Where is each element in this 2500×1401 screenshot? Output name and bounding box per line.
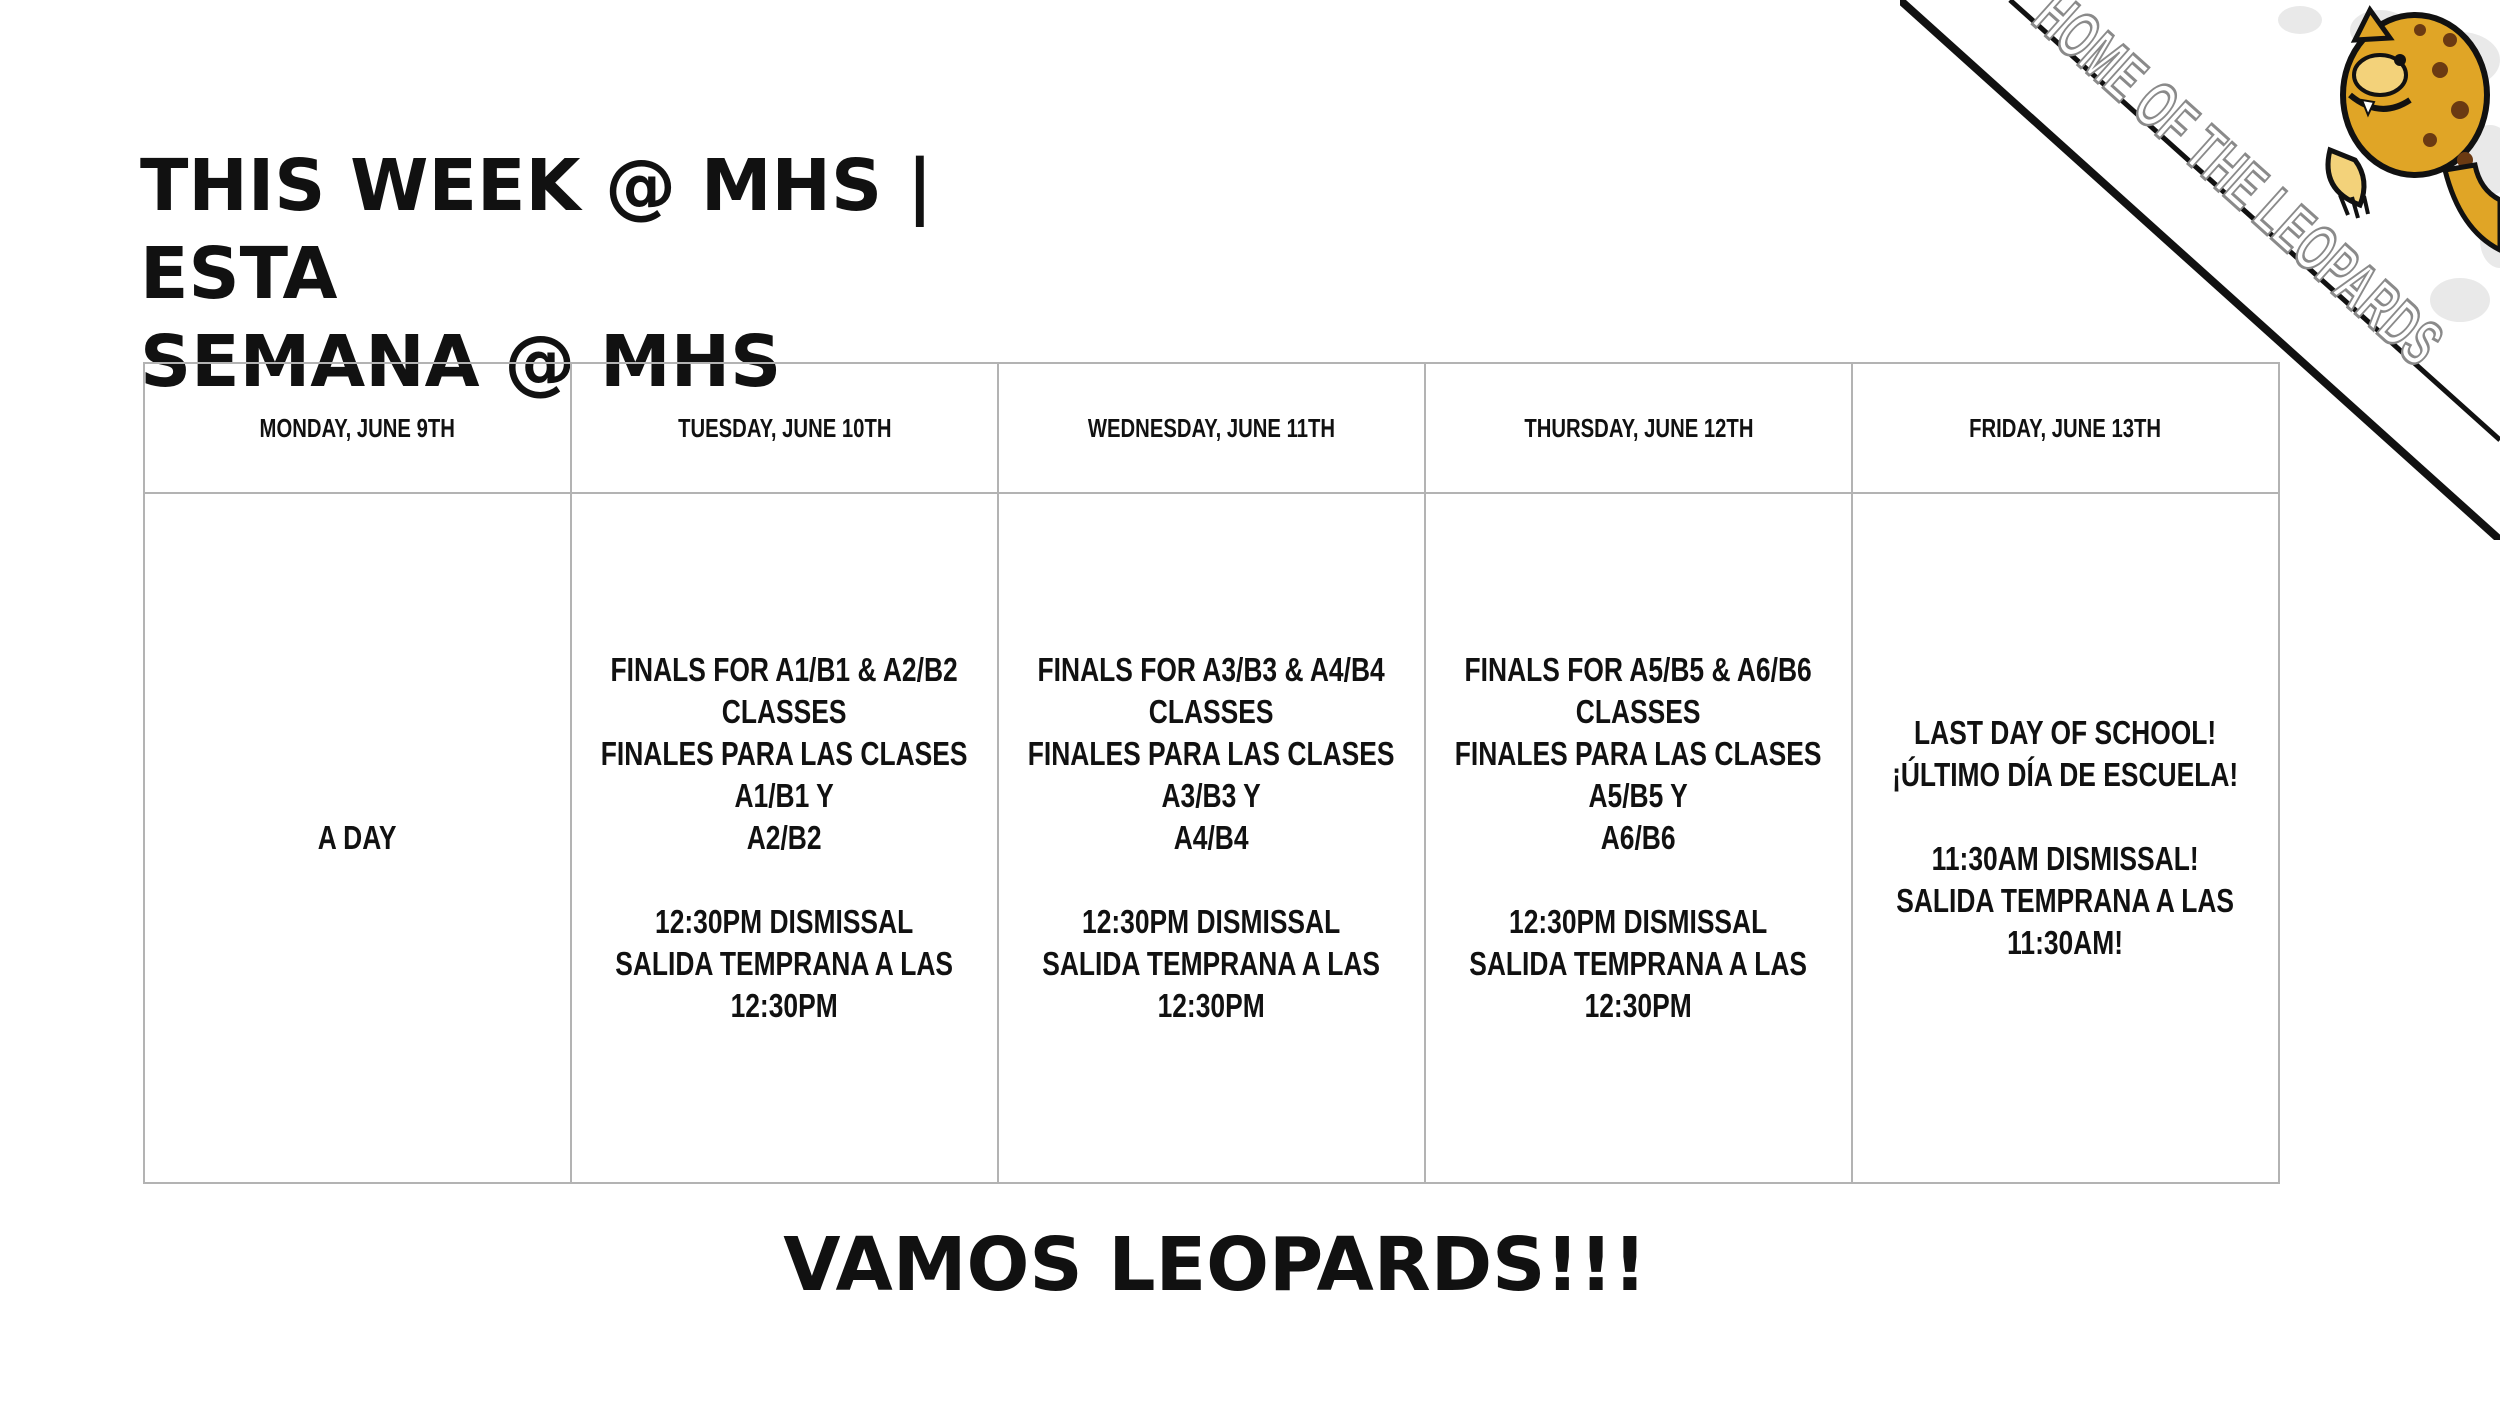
header-monday: MONDAY, JUNE 9TH xyxy=(144,363,571,493)
cell-monday xyxy=(144,493,571,1183)
header-thursday: THURSDAY, JUNE 12TH xyxy=(1425,363,1852,493)
friday-text: LAST DAY OF SCHOOL! ¡ÚLTIMO DÍA DE ESCUELA! 11:30AM DISMISSAL! SALIDA TEMPRANA A LAS 11:30AM! xyxy=(1892,714,2239,961)
monday-text: A DAY xyxy=(318,819,397,856)
schedule-body-row xyxy=(144,493,2279,1183)
tuesday-text: FINALS FOR A1/B1 & A2/B2 CLASSES FINALES PARA LAS CLASES A1/B1 Y A2/B2 12:30PM DISMISSAL SALIDA TEMPRANA A LAS 12:30PM xyxy=(601,651,968,1024)
cell-friday xyxy=(1852,493,2279,1183)
footer-slogan: VAMOS LEOPARDS!!! xyxy=(783,1222,1647,1308)
header-tuesday: TUESDAY, JUNE 10TH xyxy=(571,363,998,493)
header-friday: FRIDAY, JUNE 13TH xyxy=(1852,363,2279,493)
page-title-line-2: SEMANA @ MHS xyxy=(140,320,782,403)
header-wednesday: WEDNESDAY, JUNE 11TH xyxy=(998,363,1425,493)
wednesday-text: FINALS FOR A3/B3 & A4/B4 CLASSES FINALES PARA LAS CLASES A3/B3 Y A4/B4 12:30PM DISMISSAL SALIDA TEMPRANA A LAS 12:30PM xyxy=(1028,651,1395,1024)
home-of-the-leopards-banner xyxy=(1900,0,2500,540)
cell-thursday xyxy=(1425,493,1852,1183)
cell-wednesday xyxy=(998,493,1425,1183)
thursday-text: FINALS FOR A5/B5 & A6/B6 CLASSES FINALES PARA LAS CLASES A5/B5 Y A6/B6 12:30PM DISMISSAL SALIDA TEMPRANA A LAS 12:30PM xyxy=(1455,651,1822,1024)
page-title-line-1: THIS WEEK @ MHS | ESTA xyxy=(140,144,933,315)
leopard-mascot-icon xyxy=(2328,10,2500,250)
cell-tuesday xyxy=(571,493,998,1183)
